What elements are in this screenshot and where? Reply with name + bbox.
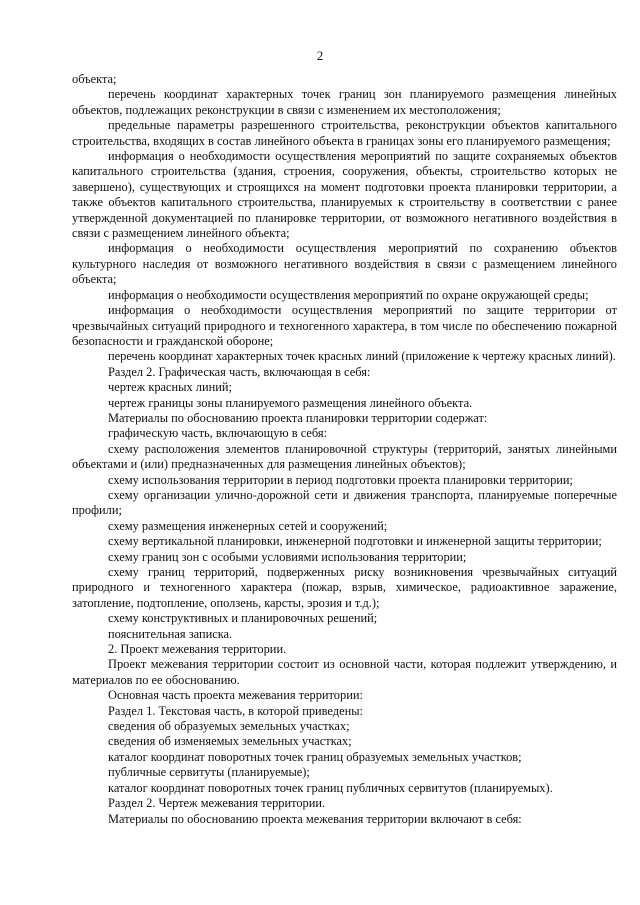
- paragraph: сведения об изменяемых земельных участках;: [108, 734, 352, 749]
- paragraph: каталог координат поворотных точек границ публичных сервитутов (планируемых).: [108, 780, 553, 795]
- paragraph: 2. Проект межевания территории.: [108, 642, 287, 657]
- paragraph: схему расположения элементов планировочной структуры (территорий, занятых линейными объектами и (или) предназначенных для размещения линейных объектов);: [72, 441, 617, 472]
- document-body: [72, 72, 617, 827]
- paragraph: Раздел 1. Текстовая часть, в которой приведены:: [108, 703, 363, 718]
- paragraph: информация о необходимости осуществления мероприятий по защите территории от чрезвычайных ситуаций природного и техногенного характера, в том числе по обеспечению пожарной безопасности и гражданской обороне;: [72, 303, 617, 348]
- paragraph: Основная часть проекта межевания территории:: [108, 688, 363, 703]
- paragraph: схему границ зон с особыми условиями использования территории;: [108, 549, 467, 564]
- paragraph: схему вертикальной планировки, инженерной подготовки и инженерной защиты территории;: [108, 534, 602, 549]
- paragraph: чертеж границы зоны планируемого размещения линейного объекта.: [108, 395, 473, 410]
- paragraph: схему границ территорий, подверженных риску возникновения чрезвычайных ситуаций природного и техногенного характера (пожар, взрыв, химическое, радиоактивное заражение, затопление, подтопление, оползень, карсты, эрозия и т.д.);: [72, 565, 617, 610]
- paragraph: Проект межевания территории состоит из основной части, которая подлежит утверждению, и материалов по ее обоснованию.: [72, 657, 617, 687]
- paragraph: графическую часть, включающую в себя:: [108, 426, 328, 441]
- paragraph: объекта;: [72, 72, 117, 86]
- paragraph: пояснительная записка.: [108, 626, 233, 641]
- paragraph: схему размещения инженерных сетей и сооружений;: [108, 518, 388, 533]
- paragraph: схему организации улично-дорожной сети и движения транспорта, планируемые поперечные профили;: [72, 487, 617, 518]
- paragraph: перечень координат характерных точек красных линий (приложение к чертежу красных линий).: [108, 349, 616, 364]
- paragraph: предельные параметры разрешенного строительства, реконструкции объектов капитального строительства, входящих в состав линейного объекта в границах зоны его планируемого размещения;: [72, 118, 617, 148]
- paragraph: чертеж красных линий;: [108, 380, 232, 395]
- paragraph: публичные сервитуты (планируемые);: [108, 765, 310, 780]
- paragraph: сведения об образуемых земельных участках;: [108, 719, 350, 734]
- paragraph: схему использования территории в период подготовки проекта планировки территории;: [108, 472, 573, 487]
- page-number: 2: [316, 48, 324, 63]
- paragraph: Раздел 2. Графическая часть, включающая в себя:: [108, 364, 371, 379]
- paragraph: каталог координат поворотных точек границ образуемых земельных участков;: [108, 749, 522, 764]
- paragraph: Материалы по обоснованию проекта планировки территории содержат:: [108, 410, 488, 425]
- paragraph: Раздел 2. Чертеж межевания территории.: [108, 796, 326, 811]
- paragraph: информация о необходимости осуществления мероприятий по сохранению объектов культурного наследия от возможного негативного воздействия в связи с размещением линейного объекта;: [72, 241, 617, 287]
- paragraph: Материалы по обоснованию проекта межевания территории включают в себя:: [108, 811, 522, 826]
- paragraph: перечень координат характерных точек границ зон планируемого размещения линейных объектов, подлежащих реконструкции в связи с изменением их местоположения;: [72, 87, 617, 117]
- paragraph: информация о необходимости осуществления мероприятий по охране окружающей среды;: [108, 287, 589, 302]
- paragraph: информация о необходимости осуществления мероприятий по защите сохраняемых объектов капитального строительства (здания, строения, сооружения, объекты, строительство которых не завершено), существующих и строящихся на момент подготовки проекта планировки территории, а также объектов капитального строительства, планируемых к строительству в соответствии с ранее утвержденной документацией по планировке территории, от возможного негативного воздействия в связи с размещением линейного объекта;: [72, 149, 617, 241]
- paragraph: схему конструктивных и планировочных решений;: [108, 611, 378, 626]
